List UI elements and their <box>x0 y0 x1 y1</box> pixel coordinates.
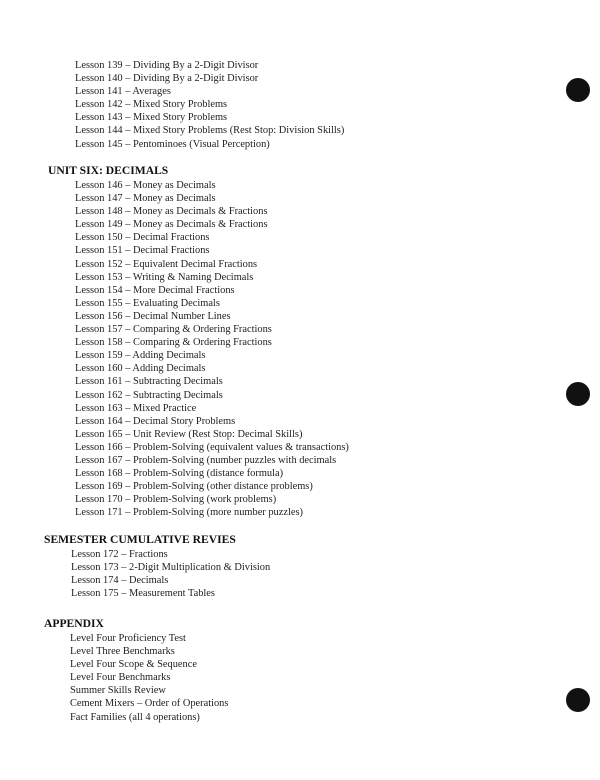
binder-hole-bottom <box>566 688 590 712</box>
lesson-item: Lesson 159 – Adding Decimals <box>75 350 206 362</box>
appendix-heading: APPENDIX <box>44 617 104 630</box>
lesson-item: Lesson 158 – Comparing & Ordering Fractions <box>75 337 272 349</box>
lesson-item: Lesson 160 – Adding Decimals <box>75 363 206 375</box>
lesson-item: Lesson 139 – Dividing By a 2-Digit Divisor <box>75 60 259 71</box>
lesson-item: Lesson 146 – Money as Decimals <box>75 180 216 191</box>
lesson-item: Lesson 147 – Money as Decimals <box>75 193 216 205</box>
lesson-item: Lesson 169 – Problem-Solving (other distance problems) <box>75 481 313 493</box>
lesson-item: Lesson 163 – Mixed Practice <box>75 402 197 414</box>
appendix-item: Fact Families (all 4 operations) <box>70 711 200 723</box>
appendix-item: Level Four Proficiency Test <box>70 633 186 644</box>
lesson-list-continued <box>75 59 344 151</box>
appendix-section <box>44 617 228 724</box>
lesson-item: Lesson 140 – Dividing By a 2-Digit Divisor <box>75 73 259 85</box>
semester-review-section <box>44 533 270 600</box>
lesson-item: Lesson 167 – Problem-Solving (number puzzles with decimals <box>75 454 337 466</box>
lesson-item: Lesson 164 – Decimal Story Problems <box>75 415 236 427</box>
lesson-item: Lesson 143 – Mixed Story Problems <box>75 112 228 124</box>
lesson-item: Lesson 175 – Measurement Tables <box>71 588 215 600</box>
lesson-item: Lesson 153 – Writing & Naming Decimals <box>75 271 254 283</box>
lesson-item: Lesson 141 – Averages <box>75 86 171 98</box>
lesson-item: Lesson 148 – Money as Decimals & Fractions <box>75 206 268 218</box>
lesson-item: Lesson 170 – Problem-Solving (work problems) <box>75 494 277 506</box>
lesson-item: Lesson 152 – Equivalent Decimal Fractions <box>75 258 258 270</box>
lesson-item: Lesson 172 – Fractions <box>71 549 168 560</box>
appendix-item: Level Four Scope & Sequence <box>70 659 197 671</box>
lesson-item: Lesson 173 – 2-Digit Multiplication & Division <box>71 562 271 574</box>
lesson-item: Lesson 149 – Money as Decimals & Fractions <box>75 219 268 231</box>
lesson-item: Lesson 174 – Decimals <box>71 575 169 587</box>
lesson-item: Lesson 171 – Problem-Solving (more number puzzles) <box>75 507 303 519</box>
appendix-item: Level Three Benchmarks <box>70 646 175 658</box>
lesson-item: Lesson 156 – Decimal Number Lines <box>75 310 231 322</box>
appendix-item: Cement Mixers – Order of Operations <box>70 698 229 710</box>
lesson-item: Lesson 145 – Pentominoes (Visual Perception) <box>75 138 270 150</box>
lesson-item: Lesson 165 – Unit Review (Rest Stop: Decimal Skills) <box>75 428 303 440</box>
lesson-item: Lesson 155 – Evaluating Decimals <box>75 297 220 309</box>
appendix-item: Summer Skills Review <box>70 685 166 697</box>
unit-six-section <box>48 164 349 519</box>
lesson-item: Lesson 162 – Subtracting Decimals <box>75 389 223 401</box>
semester-review-heading: SEMESTER CUMULATIVE REVIES <box>44 533 236 546</box>
unit-six-heading: UNIT SIX: DECIMALS <box>48 164 169 177</box>
binder-hole-middle <box>566 382 590 406</box>
appendix-item: Level Four Benchmarks <box>70 672 171 684</box>
lesson-item: Lesson 142 – Mixed Story Problems <box>75 99 228 111</box>
lesson-item: Lesson 144 – Mixed Story Problems (Rest Stop: Division Skills) <box>75 125 345 137</box>
lesson-item: Lesson 168 – Problem-Solving (distance formula) <box>75 468 284 480</box>
lesson-item: Lesson 161 – Subtracting Decimals <box>75 376 223 388</box>
lesson-item: Lesson 154 – More Decimal Fractions <box>75 284 235 296</box>
lesson-item: Lesson 151 – Decimal Fractions <box>75 245 210 257</box>
binder-hole-top <box>566 78 590 102</box>
lesson-item: Lesson 157 – Comparing & Ordering Fractions <box>75 324 272 336</box>
lesson-item: Lesson 166 – Problem-Solving (equivalent values & transactions) <box>75 441 349 453</box>
lesson-item: Lesson 150 – Decimal Fractions <box>75 232 210 244</box>
